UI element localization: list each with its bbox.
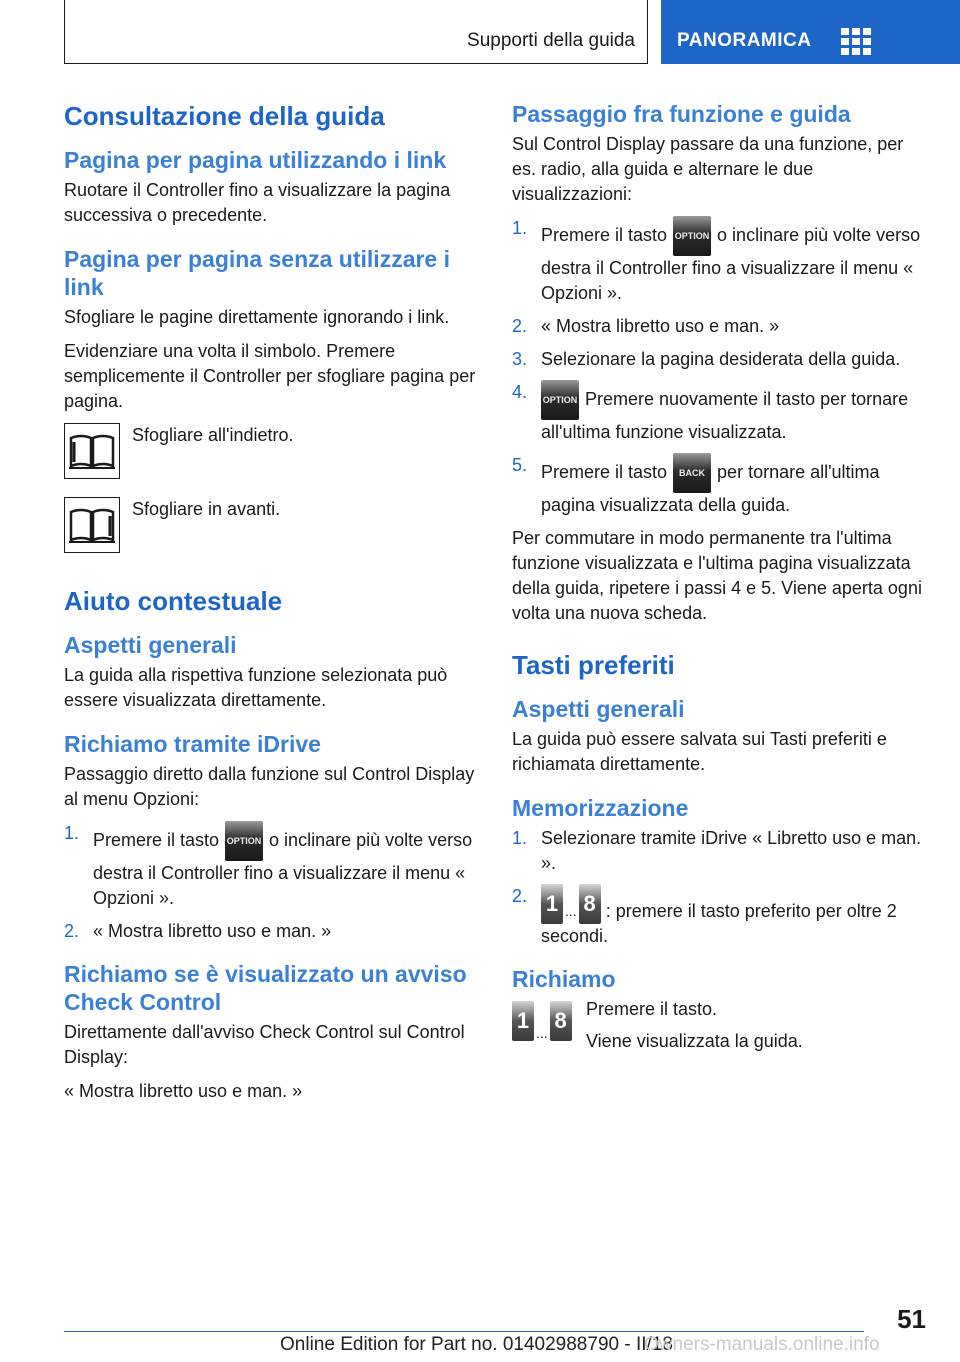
favorite-key-1-icon: 1: [541, 884, 563, 924]
list-item: [512, 314, 924, 339]
right-column: [512, 100, 924, 1061]
text-check-2: « Mostra libretto uso e man. »: [64, 1081, 303, 1101]
text-aspetti-2: La guida può essere salvata sui Tasti preferiti e richiamata direttamente.: [512, 729, 887, 774]
footer-edition: Online Edition for Part no. 01402988790 - II/18: [280, 1334, 673, 1355]
back-button-icon: BACK: [673, 453, 711, 493]
text-idrive: Passaggio diretto dalla funzione sul Control Display al menu Opzioni:: [64, 764, 475, 809]
icon-back-text: Sfogliare all'indietro.: [132, 425, 294, 445]
step-number: 2.: [512, 886, 528, 906]
text-check-1: Direttamente dall'avviso Check Control sul Control Display:: [64, 1022, 465, 1067]
step-text: Selezionare tramite iDrive « Libretto uso e man. ».: [541, 828, 922, 873]
heading-richiamo: Richiamo: [512, 966, 616, 992]
steps-memorizzazione: [512, 826, 924, 949]
heading-aiuto: Aiuto contestuale: [64, 586, 283, 616]
richiamo-text: [586, 997, 803, 1061]
step-text: Premere il tasto: [541, 224, 668, 245]
footer-divider: [64, 1331, 864, 1332]
option-button-icon: OPTION: [225, 821, 263, 861]
left-column: [64, 100, 476, 1113]
page-header: [64, 0, 960, 66]
list-item: [64, 821, 476, 911]
heading-consultazione: Consultazione della guida: [64, 101, 385, 131]
heading-link: Pagina per pagina utilizzando i link: [64, 147, 447, 173]
step-number: 2.: [64, 921, 80, 941]
nav-tab-panoramica[interactable]: [661, 0, 960, 64]
step-text: o inclinare più volte verso destra il Controller fino a visualizzare il menu « Opzioni ».: [93, 829, 473, 908]
heading-idrive: Richiamo tramite iDrive: [64, 731, 321, 757]
text-link: Ruotare il Controller fino a visualizzare la pagina successiva o precedente.: [64, 180, 451, 225]
list-item: [512, 826, 924, 876]
text-aspetti: La guida alla rispettiva funzione selezionata può essere visualizzata direttamente.: [64, 665, 448, 710]
section-title-box: [64, 0, 648, 64]
step-number: 1.: [512, 828, 528, 848]
favorite-key-8-icon: 8: [579, 884, 601, 924]
text-nolink-1: Sfogliare le pagine direttamente ignorando i link.: [64, 307, 450, 327]
list-item: [512, 347, 924, 372]
steps-passaggio: [512, 216, 924, 518]
step-text: per tornare all'ultima pagina visualizzata della guida.: [541, 461, 880, 515]
nav-tab-label: PANORAMICA: [677, 30, 812, 51]
favorite-key-8-icon: 8: [550, 1001, 572, 1041]
option-button-icon: OPTION: [673, 216, 711, 256]
step-text: : premere il tasto preferito per oltre 2 secondi.: [541, 901, 897, 946]
heading-aspetti-generali-2: Aspetti generali: [512, 696, 685, 722]
step-number: 4.: [512, 382, 528, 402]
heading-aspetti-generali: Aspetti generali: [64, 632, 237, 658]
step-text: « Mostra libretto uso e man. »: [541, 316, 780, 336]
list-item: [512, 216, 924, 306]
list-item: [512, 380, 924, 445]
footer-watermark: Owners-manuals.online.info: [644, 1334, 880, 1355]
heading-tasti-preferiti: Tasti preferiti: [512, 650, 675, 680]
step-number: 1.: [512, 218, 528, 238]
ellipsis: ...: [565, 903, 577, 919]
step-number: 2.: [512, 316, 528, 336]
steps-idrive: [64, 821, 476, 944]
step-number: 1.: [64, 823, 80, 843]
text-richiamo-1: Premere il tasto.: [586, 999, 718, 1019]
heading-nolink: Pagina per pagina senza utilizzare i link: [64, 246, 451, 300]
text-commutare: Per commutare in modo permanente tra l'ultima funzione visualizzata e l'ultima pagina visualizzata della guida, ripetere i passi 4 e 5. Viene aperta ogni volta una nuova scheda.: [512, 528, 922, 623]
icon-row-back: [64, 423, 476, 479]
text-passaggio: Sul Control Display passare da una funzione, per es. radio, alla guida e alternare le due visualizzazioni:: [512, 134, 904, 204]
text-richiamo-2: Viene visualizzata la guida.: [586, 1031, 803, 1051]
heading-passaggio: Passaggio fra funzione e guida: [512, 101, 851, 127]
step-number: 3.: [512, 349, 528, 369]
section-title: Supporti della guida: [467, 30, 635, 51]
book-forward-icon: [64, 497, 120, 553]
option-button-icon: OPTION: [541, 380, 579, 420]
list-item: [512, 884, 924, 949]
step-text: « Mostra libretto uso e man. »: [93, 921, 332, 941]
icon-forward-text: Sfogliare in avanti.: [132, 499, 281, 519]
step-text: Selezionare la pagina desiderata della guida.: [541, 349, 901, 369]
icon-row-forward: [64, 497, 476, 553]
list-item: [512, 453, 924, 518]
book-back-icon: [64, 423, 120, 479]
heading-check-control: Richiamo se è visualizzato un avviso Check Control: [64, 961, 467, 1015]
page-number: 51: [897, 1304, 926, 1334]
heading-memorizzazione: Memorizzazione: [512, 795, 689, 821]
step-text: Premere il tasto: [93, 829, 220, 850]
favorite-key-1-icon: 1: [512, 1001, 534, 1041]
text-nolink-2: Evidenziare una volta il simbolo. Premere semplicemente il Controller per sfogliare pagina per pagina.: [64, 341, 476, 411]
step-text: Premere il tasto: [541, 461, 668, 482]
step-text: o inclinare più volte verso destra il Controller fino a visualizzare il menu « Opzioni ».: [541, 224, 921, 303]
grid-icon: [841, 28, 871, 53]
step-number: 5.: [512, 455, 528, 475]
richiamo-row: [512, 997, 924, 1061]
list-item: [64, 919, 476, 944]
favorite-keys-icon: [512, 1001, 586, 1041]
ellipsis: ...: [536, 1025, 548, 1041]
step-text: Premere nuovamente il tasto per tornare all'ultima funzione visualizzata.: [541, 388, 909, 442]
